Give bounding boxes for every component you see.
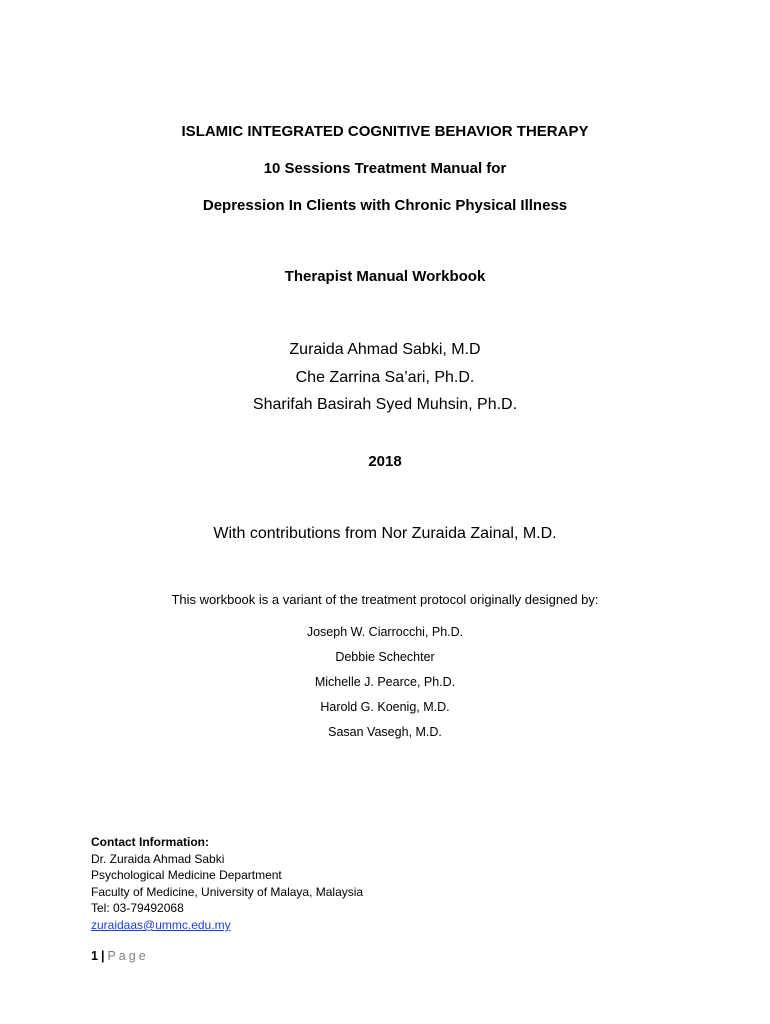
- original-designer-5: Sasan Vasegh, M.D.: [328, 725, 442, 739]
- workbook-title: Therapist Manual Workbook: [284, 268, 486, 285]
- original-designer-4: Harold G. Koenig, M.D.: [320, 700, 450, 714]
- title-line-2: 10 Sessions Treatment Manual for: [263, 160, 507, 177]
- author-2: Che Zarrina Sa’ari, Ph.D.: [295, 369, 475, 386]
- contact-phone: Tel: 03-79492068: [91, 901, 184, 916]
- page-separator: |: [100, 949, 105, 963]
- contributions-line: With contributions from Nor Zuraida Zainal, M.D.: [213, 525, 557, 542]
- original-designer-3: Michelle J. Pearce, Ph.D.: [314, 675, 456, 689]
- original-designer-1: Joseph W. Ciarrocchi, Ph.D.: [306, 625, 464, 639]
- contact-block: [91, 834, 363, 934]
- publication-year: 2018: [368, 453, 402, 470]
- author-3: Sharifah Basirah Syed Muhsin, Ph.D.: [252, 396, 518, 413]
- contact-heading: Contact Information:: [91, 835, 209, 849]
- title-line-3: Depression In Clients with Chronic Physical Illness: [202, 197, 568, 214]
- variant-note: This workbook is a variant of the treatment protocol originally designed by:: [171, 592, 599, 607]
- title-line-1: ISLAMIC INTEGRATED COGNITIVE BEHAVIOR THERAPY: [181, 123, 589, 140]
- contact-email-link[interactable]: zuraidaas@ummc.edu.my: [91, 917, 231, 932]
- page-footer: [91, 949, 149, 963]
- original-designer-2: Debbie Schechter: [335, 650, 435, 664]
- contact-department: Psychological Medicine Department: [91, 868, 282, 883]
- contact-faculty: Faculty of Medicine, University of Malaya, Malaysia: [91, 884, 364, 899]
- author-1: Zuraida Ahmad Sabki, M.D: [289, 341, 481, 358]
- page-label: Page: [107, 949, 149, 963]
- contact-name: Dr. Zuraida Ahmad Sabki: [91, 851, 225, 866]
- page-number: 1: [91, 949, 98, 963]
